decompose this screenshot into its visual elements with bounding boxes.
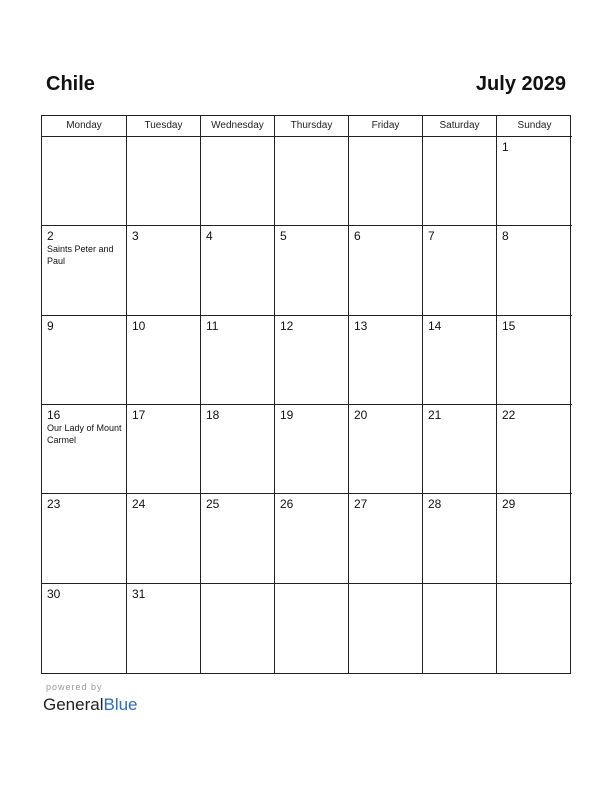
day-cell [275, 316, 349, 405]
empty-day-cell [127, 137, 201, 226]
calendar-grid [41, 115, 571, 674]
empty-day-cell [349, 137, 423, 226]
day-number: 13 [354, 318, 368, 333]
empty-day-cell [275, 584, 349, 673]
holiday-label: Saints Peter and Paul [47, 244, 114, 267]
day-cell [349, 405, 423, 494]
empty-day-cell [423, 584, 497, 673]
month-title: July 2029 [475, 73, 566, 95]
country-title: Chile [46, 73, 95, 95]
brand-general-text: General [43, 695, 104, 714]
brand-blue-text: Blue [103, 695, 138, 714]
day-cell [349, 494, 423, 583]
weekday-header: Wednesday [201, 116, 275, 137]
day-cell [275, 405, 349, 494]
day-number: 21 [428, 408, 442, 422]
day-cell [423, 226, 497, 315]
day-number: 25 [206, 497, 220, 512]
day-number: 11 [206, 318, 219, 333]
day-number: 9 [47, 318, 54, 333]
day-cell [423, 494, 497, 583]
day-cell [42, 316, 127, 405]
day-number: 16 [47, 408, 61, 422]
weekday-header: Thursday [275, 116, 349, 137]
powered-by-label: powered by [46, 682, 103, 692]
day-cell [127, 584, 201, 673]
weekday-header: Monday [42, 116, 127, 137]
calendar-header [46, 70, 566, 98]
day-cell [497, 405, 572, 494]
day-cell [349, 316, 423, 405]
day-number: 15 [502, 318, 516, 333]
day-number: 18 [206, 408, 220, 422]
empty-day-cell [349, 584, 423, 673]
day-number: 24 [132, 497, 146, 512]
day-cell [127, 494, 201, 583]
day-number: 4 [206, 229, 213, 244]
day-number: 26 [280, 497, 294, 512]
day-number: 17 [132, 408, 146, 422]
day-number: 27 [354, 497, 368, 512]
day-number: 30 [47, 586, 61, 601]
empty-day-cell [42, 137, 127, 226]
empty-day-cell [423, 137, 497, 226]
weekday-header: Saturday [423, 116, 497, 137]
day-cell [201, 494, 275, 583]
generalblue-logo[interactable] [43, 694, 138, 716]
day-number: 19 [280, 408, 294, 422]
day-number: 20 [354, 408, 368, 422]
day-cell [423, 316, 497, 405]
day-number: 7 [428, 229, 435, 244]
day-number: 23 [47, 497, 61, 512]
empty-day-cell [275, 137, 349, 226]
day-number: 3 [132, 229, 139, 244]
day-cell [127, 405, 201, 494]
day-number: 10 [132, 318, 146, 333]
empty-day-cell [201, 584, 275, 673]
day-number: 31 [132, 586, 146, 601]
day-cell [127, 226, 201, 315]
day-number: 28 [428, 497, 442, 512]
day-number: 22 [502, 408, 516, 422]
day-cell [201, 226, 275, 315]
day-cell [42, 584, 127, 673]
day-number: 29 [502, 497, 516, 512]
day-cell [497, 494, 572, 583]
day-cell [497, 316, 572, 405]
day-cell [201, 405, 275, 494]
day-number: 8 [502, 229, 509, 244]
day-cell [497, 226, 572, 315]
day-number: 2 [47, 229, 54, 244]
footer-branding [43, 682, 138, 716]
weekday-header: Sunday [497, 116, 572, 137]
day-cell [497, 137, 572, 226]
holiday-label: Our Lady of Mount Carmel [47, 423, 122, 445]
day-number: 1 [502, 140, 509, 154]
day-number: 12 [280, 318, 294, 333]
weekday-header: Friday [349, 116, 423, 137]
empty-day-cell [201, 137, 275, 226]
day-cell [349, 226, 423, 315]
day-cell [127, 316, 201, 405]
empty-day-cell [497, 584, 572, 673]
day-cell [423, 405, 497, 494]
day-cell [42, 226, 127, 315]
day-cell [42, 494, 127, 583]
day-number: 6 [354, 229, 361, 244]
weekday-header: Tuesday [127, 116, 201, 137]
day-number: 5 [280, 229, 287, 244]
day-cell [201, 316, 275, 405]
day-cell [275, 226, 349, 315]
day-number: 14 [428, 318, 442, 333]
day-cell [275, 494, 349, 583]
day-cell [42, 405, 127, 494]
